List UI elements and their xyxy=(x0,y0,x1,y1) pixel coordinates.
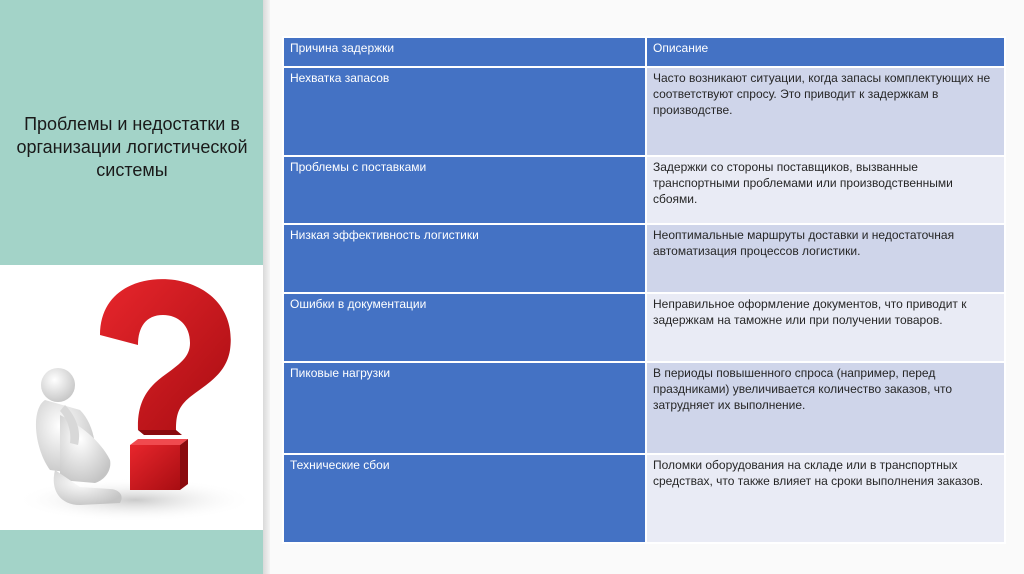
cause-cell: Ошибки в документации xyxy=(283,293,646,362)
cause-cell: Низкая эффективность логистики xyxy=(283,224,646,293)
table-row xyxy=(283,67,1005,156)
header-cause: Причина задержки xyxy=(283,37,646,67)
delay-causes-table xyxy=(282,36,1006,544)
cause-cell: Технические сбои xyxy=(283,454,646,543)
table-row xyxy=(283,454,1005,543)
table-row xyxy=(283,293,1005,362)
bottom-accent-strip xyxy=(0,530,263,574)
cause-cell: Нехватка запасов xyxy=(283,67,646,156)
question-mark-icon xyxy=(0,265,263,530)
header-description: Описание xyxy=(646,37,1005,67)
cause-cell: Проблемы с поставками xyxy=(283,156,646,224)
table-row xyxy=(283,362,1005,454)
slide-title: Проблемы и недостатки в организации логистической системы xyxy=(16,114,248,180)
divider xyxy=(263,0,270,574)
description-cell: Поломки оборудования на складе или в транспортных средствах, что также влияет на сроки выполнения заказов. xyxy=(646,454,1005,543)
table-row xyxy=(283,224,1005,293)
cause-cell: Пиковые нагрузки xyxy=(283,362,646,454)
description-cell: В периоды повышенного спроса (например, перед праздниками) увеличивается количество заказов, что затрудняет их выполнение. xyxy=(646,362,1005,454)
description-cell: Неправильное оформление документов, что приводит к задержкам на таможне или при получении товаров. xyxy=(646,293,1005,362)
description-cell: Неоптимальные маршруты доставки и недостаточная автоматизация процессов логистики. xyxy=(646,224,1005,293)
table-header-row xyxy=(283,37,1005,67)
table-row xyxy=(283,156,1005,224)
thinking-figure-illustration xyxy=(0,265,263,530)
description-cell: Часто возникают ситуации, когда запасы комплектующих не соответствуют спросу. Это приводит к задержкам в производстве. xyxy=(646,67,1005,156)
description-cell: Задержки со стороны поставщиков, вызванные транспортными проблемами или производственными сбоями. xyxy=(646,156,1005,224)
